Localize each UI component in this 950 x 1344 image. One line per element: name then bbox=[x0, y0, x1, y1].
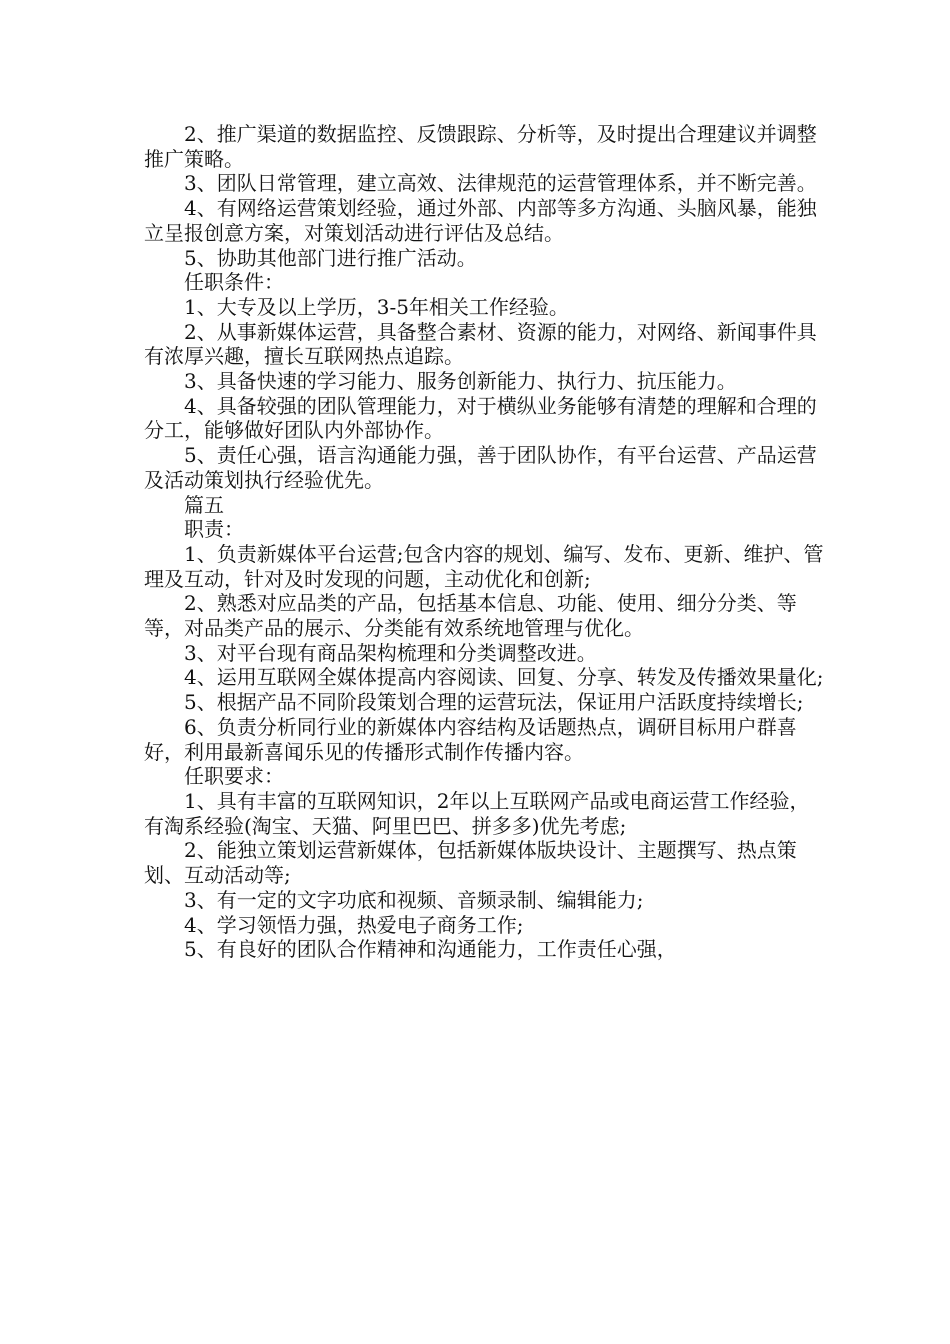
section-title-part5: 篇五 bbox=[184, 492, 224, 517]
paragraph-duty-5: 5、协助其他部门进行推广活动。 bbox=[184, 245, 477, 270]
paragraph-part5-duty-6: 6、负责分析同行业的新媒体内容结构及话题热点，调研目标用户群喜好，利用最新喜闻乐见的传播形式制作传播内容。 bbox=[144, 714, 797, 764]
paragraph-job-requirement-2: 2、能独立策划运营新媒体，包括新媒体版块设计、主题撰写、热点策划、互动活动等; bbox=[144, 838, 797, 888]
paragraph-job-requirement-4: 4、学习领悟力强，热爱电子商务工作; bbox=[184, 912, 524, 937]
paragraph-part5-duty-2: 2、熟悉对应品类的产品，包括基本信息、功能、使用、细分分类、等等，对品类产品的展示、分类能有效系统地管理与优化。 bbox=[144, 591, 797, 641]
paragraph-requirement-1: 1、大专及以上学历，3-5年相关工作经验。 bbox=[184, 294, 569, 319]
heading-duties: 职责： bbox=[184, 517, 244, 542]
paragraph-requirement-4: 4、具备较强的团队管理能力，对于横纵业务能够有清楚的理解和合理的分工，能够做好团队内外部协作。 bbox=[144, 393, 817, 443]
paragraph-part5-duty-3: 3、对平台现有商品架构梳理和分类调整改进。 bbox=[184, 640, 597, 665]
paragraph-requirement-3: 3、具备快速的学习能力、服务创新能力、执行力、抗压能力。 bbox=[184, 369, 737, 394]
heading-requirements: 任职条件： bbox=[184, 270, 284, 295]
document-body bbox=[144, 122, 824, 962]
paragraph-requirement-5: 5、责任心强，语言沟通能力强，善于团队协作，有平台运营、产品运营及活动策划执行经验优先。 bbox=[144, 443, 817, 492]
paragraph-duty-4: 4、有网络运营策划经验，通过外部、内部等多方沟通、头脑风暴，能独立呈报创意方案，对策划活动进行评估及总结。 bbox=[144, 196, 817, 245]
paragraph-part5-duty-5: 5、根据产品不同阶段策划合理的运营玩法，保证用户活跃度持续增长; bbox=[184, 690, 804, 715]
paragraph-requirement-2: 2、从事新媒体运营，具备整合素材、资源的能力，对网络、新闻事件具有浓厚兴趣，擅长互联网热点追踪。 bbox=[144, 319, 817, 369]
paragraph-duty-2: 2、推广渠道的数据监控、反馈跟踪、分析等，及时提出合理建议并调整推广策略。 bbox=[144, 122, 817, 171]
paragraph-job-requirement-5: 5、有良好的团队合作精神和沟通能力，工作责任心强， bbox=[184, 937, 677, 962]
paragraph-part5-duty-4: 4、运用互联网全媒体提高内容阅读、回复、分享、转发及传播效果量化; bbox=[184, 665, 824, 690]
paragraph-duty-3: 3、团队日常管理，建立高效、法律规范的运营管理体系，并不断完善。 bbox=[184, 171, 817, 196]
paragraph-part5-duty-1: 1、负责新媒体平台运营;包含内容的规划、编写、发布、更新、维护、管理及互动，针对及时发现的问题，主动优化和创新; bbox=[144, 541, 824, 591]
paragraph-job-requirement-3: 3、有一定的文字功底和视频、音频录制、编辑能力; bbox=[184, 887, 644, 912]
heading-job-requirements: 任职要求： bbox=[184, 764, 284, 789]
paragraph-job-requirement-1: 1、具有丰富的互联网知识，2年以上互联网产品或电商运营工作经验，有淘系经验(淘宝、天猫、阿里巴巴、拼多多)优先考虑; bbox=[144, 788, 810, 838]
